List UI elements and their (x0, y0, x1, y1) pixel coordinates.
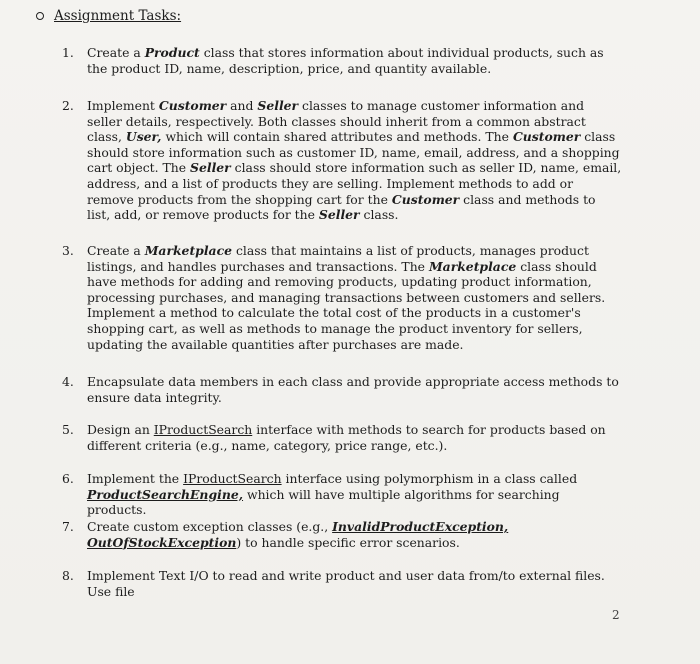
task-item (62, 374, 622, 405)
task-number: 3. (62, 243, 74, 258)
circle-bullet-icon (36, 12, 44, 20)
task-text: Implement Text I/O to read and write product and user data from/to external files. Use file (87, 568, 605, 599)
task-item (62, 98, 622, 223)
task-number: 1. (62, 45, 74, 60)
task-item (62, 243, 622, 352)
task-item (62, 519, 622, 550)
task-number: 5. (62, 422, 74, 437)
task-text: Implement the IProductSearch interface using polymorphism in a class called ProductSearchEngine, which will have multiple algorithms for searching products. (87, 471, 578, 518)
task-text: Create a Marketplace class that maintains a list of products, manages product listings, and handles purchases and transactions. The Marketplace class should have methods for adding and removing products, updating product information, processing purchases, and managing transactions between customers and sellers. Implement a method to calculate the total cost of the products in a customer's shopping cart, as well as methods to manage the product inventory for sellers, updating the available quantities after purchases are made. (87, 243, 606, 352)
section-heading (36, 8, 181, 24)
task-number: 4. (62, 374, 74, 389)
task-number: 7. (62, 519, 74, 534)
task-item (62, 471, 622, 518)
task-number: 6. (62, 471, 74, 486)
task-number: 8. (62, 568, 74, 583)
task-text: Create custom exception classes (e.g., InvalidProductException, OutOfStockException) to handle specific error scenarios. (87, 519, 509, 550)
task-item (62, 422, 622, 453)
task-text: Create a Product class that stores information about individual products, such as the product ID, name, description, price, and quantity available. (87, 45, 604, 76)
page-number: 2 (612, 608, 620, 622)
task-text: Design an IProductSearch interface with methods to search for products based on different criteria (e.g., name, category, price range, etc.). (87, 422, 606, 453)
task-item (62, 568, 622, 599)
task-item (62, 45, 622, 76)
task-text: Encapsulate data members in each class and provide appropriate access methods to ensure data integrity. (87, 374, 619, 405)
heading-text: Assignment Tasks: (54, 8, 182, 24)
task-number: 2. (62, 98, 74, 113)
task-text: Implement Customer and Seller classes to manage customer information and seller details, respectively. Both classes should inherit from a common abstract class, User, which will contain shared attributes and methods. The Customer class should store information such as customer ID, name, email, address, and a shopping cart object. The Seller class should store information such as seller ID, name, email, address, and a list of products they are selling. Implement methods to add or remove products from the shopping cart for the Customer class and methods to list, add, or remove products for the Seller class. (87, 98, 622, 223)
